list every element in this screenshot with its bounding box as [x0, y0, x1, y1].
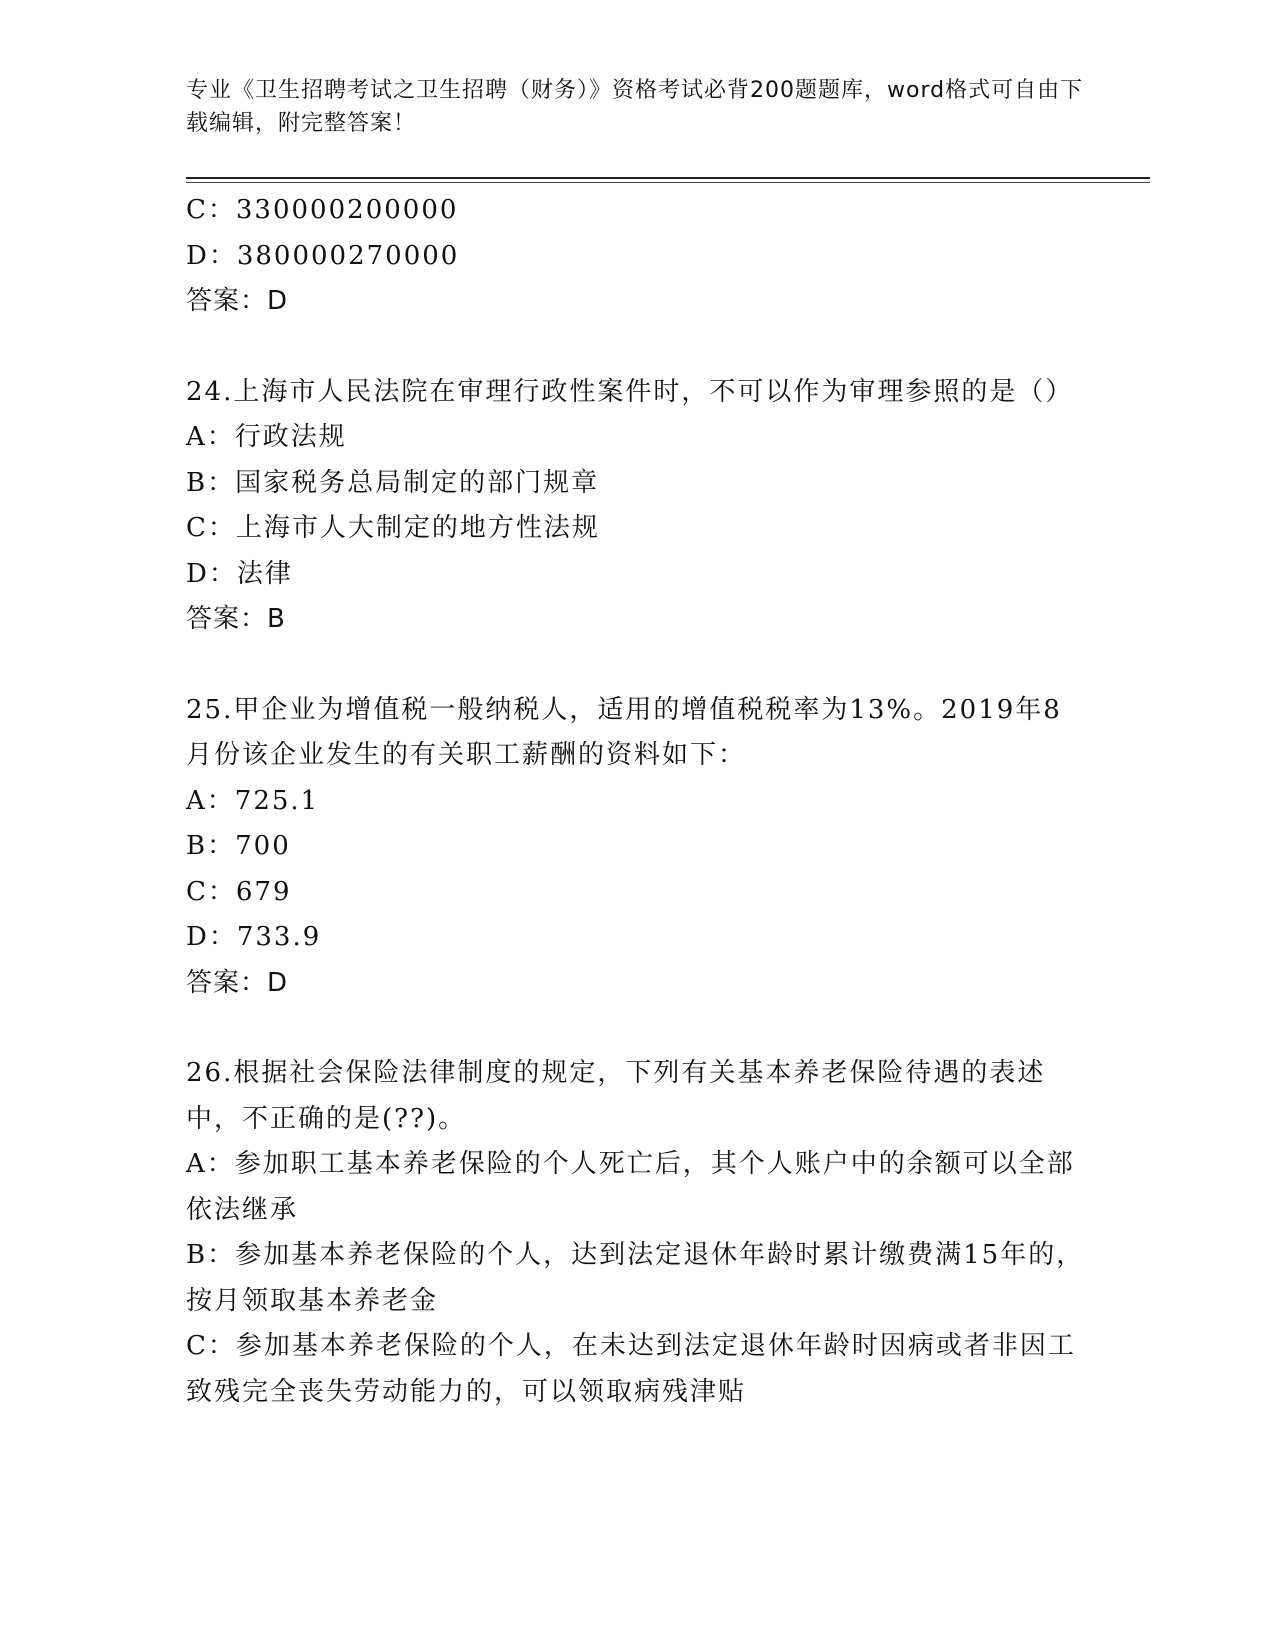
question-24: [186, 370, 1086, 643]
option-d: D：380000270000: [186, 240, 460, 271]
header-divider: [186, 177, 1150, 179]
option-b: B：700: [186, 831, 291, 861]
option-d: D：法律: [186, 558, 293, 589]
question-25: [186, 688, 1086, 1007]
document-body: [186, 188, 1086, 1415]
option-c: C：330000200000: [186, 195, 459, 225]
option-a: A：725.1: [186, 785, 320, 816]
page-header-title: 专业《卫生招聘考试之卫生招聘（财务）》资格考试必背200题题库，word格式可自由下载编辑，附完整答案！: [186, 78, 1084, 136]
option-b: B：参加基本养老保险的个人，达到法定退休年龄时累计缴费满15年的，按月领取基本养老金: [186, 1240, 1085, 1316]
answer-line: 答案：D: [186, 967, 289, 998]
option-a: A：参加职工基本养老保险的个人死亡后，其个人账户中的余额可以全部依法继承: [186, 1149, 1075, 1225]
previous-question-tail: [186, 188, 1086, 325]
question-26: [186, 1051, 1086, 1415]
option-b: B：国家税务总局制定的部门规章: [186, 467, 600, 498]
answer-line: 答案：D: [186, 286, 289, 316]
question-text: 26.根据社会保险法律制度的规定，下列有关基本养老保险待遇的表述中，不正确的是(??)。: [186, 1058, 1046, 1134]
option-a: A：行政法规: [186, 422, 347, 452]
option-c: C：上海市人大制定的地方性法规: [186, 513, 600, 543]
option-c: C：参加基本养老保险的个人，在未达到法定退休年龄时因病或者非因工致残完全丧失劳动能力的，可以领取病残津贴: [186, 1331, 1076, 1407]
question-text: 25.甲企业为增值税一般纳税人，适用的增值税税率为13%。2019年8月份该企业发生的有关职工薪酬的资料如下：: [186, 694, 1062, 770]
question-text: 24.上海市人民法院在审理行政性案件时，不可以作为审理参照的是（）: [186, 376, 1074, 407]
answer-line: 答案：B: [186, 604, 286, 634]
header-divider-thin: [186, 182, 1150, 183]
option-d: D：733.9: [186, 922, 322, 952]
option-c: C：679: [186, 876, 292, 907]
